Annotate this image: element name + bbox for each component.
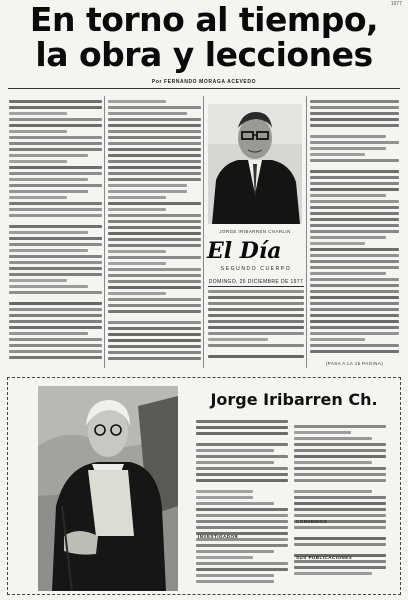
text-line (294, 467, 386, 470)
text-line (108, 357, 201, 360)
text-line (294, 431, 351, 434)
text-line (294, 508, 386, 511)
headline (0, 2, 408, 72)
text-line (310, 118, 399, 121)
text-line (196, 455, 288, 458)
text-line (9, 273, 102, 276)
text-line (9, 350, 102, 353)
text-line (108, 184, 187, 187)
feature-subhead: INVESTIGADOR (198, 534, 239, 539)
text-line (9, 320, 102, 323)
text-line (310, 159, 399, 162)
text-line (196, 514, 288, 517)
text-line (196, 496, 253, 499)
text-line (196, 562, 288, 565)
text-line (310, 218, 399, 221)
text-line (294, 473, 386, 476)
text-line (108, 202, 201, 205)
text-line (108, 148, 201, 151)
text-line (294, 479, 386, 482)
text-line (310, 135, 386, 138)
portrait-photo-top (208, 104, 302, 224)
text-line (9, 118, 102, 121)
text-line (310, 290, 399, 293)
text-line (108, 280, 201, 283)
text-line (310, 254, 399, 257)
text-line (196, 502, 274, 505)
text-line (9, 326, 102, 329)
text-line (9, 196, 67, 199)
text-line (9, 136, 102, 139)
text-line (196, 432, 288, 435)
text-line (9, 190, 88, 193)
text-line (310, 194, 386, 197)
portrait-photo-bottom (38, 386, 178, 591)
text-line (9, 142, 102, 145)
text-line (294, 437, 372, 440)
text-line (9, 184, 102, 187)
article-column-1 (9, 100, 102, 366)
text-line (310, 332, 399, 335)
text-line (9, 166, 102, 169)
article-column-4 (310, 100, 399, 358)
corner-mark: 1977 (390, 1, 402, 7)
article-column-2 (108, 100, 201, 366)
text-line (108, 166, 201, 169)
portrait-caption: JORGE IRIBARREN CHARLIN (219, 229, 291, 234)
text-line (310, 224, 399, 227)
text-line (310, 153, 365, 156)
text-line (310, 112, 399, 115)
text-line (108, 172, 201, 175)
text-line (9, 249, 88, 252)
text-line (9, 291, 102, 294)
text-line (9, 261, 102, 264)
text-line (108, 310, 201, 313)
text-line (9, 154, 88, 157)
text-line (310, 320, 399, 323)
text-line (108, 220, 201, 223)
text-line (108, 351, 201, 354)
text-line (208, 320, 304, 323)
newspaper-date: DOMINGO, 25 DICIEMBRE DE 1977 (208, 279, 304, 285)
text-line (196, 420, 288, 423)
text-line (9, 267, 102, 270)
text-line (196, 526, 288, 529)
text-line (310, 141, 399, 144)
text-line (108, 250, 166, 253)
text-line (9, 100, 102, 103)
text-line (9, 279, 67, 282)
text-line (9, 308, 102, 311)
text-line (108, 345, 201, 348)
text-line (310, 296, 399, 299)
text-line (310, 182, 399, 185)
text-line (9, 214, 102, 217)
text-line (294, 425, 386, 428)
text-line (196, 490, 253, 493)
text-line (9, 302, 102, 305)
text-line (310, 124, 399, 127)
text-line (108, 298, 201, 301)
text-line (310, 308, 399, 311)
text-line (9, 178, 88, 181)
text-line (108, 304, 201, 307)
text-line (9, 148, 102, 151)
text-line (294, 566, 386, 569)
text-line (196, 426, 288, 429)
text-line (9, 231, 88, 234)
text-line (310, 170, 399, 173)
text-line (310, 350, 399, 353)
text-line (196, 550, 274, 553)
text-line (108, 238, 201, 241)
text-line (9, 160, 67, 163)
text-line (108, 106, 201, 109)
text-line (108, 268, 201, 271)
headline-line-2: la obra y lecciones (35, 35, 373, 74)
text-line (9, 338, 102, 341)
text-line (108, 232, 201, 235)
text-line (294, 514, 386, 517)
feature-subhead: CONVENIOS (296, 519, 328, 524)
text-line (108, 321, 201, 324)
text-line (310, 248, 399, 251)
text-line (196, 574, 274, 577)
text-line (310, 260, 399, 263)
feature-subhead: SUS PUBLICACIONES (296, 555, 353, 560)
text-line (196, 461, 274, 464)
masthead-rule (208, 286, 304, 287)
text-line (294, 526, 386, 529)
text-line (9, 112, 67, 115)
text-line (108, 118, 201, 121)
text-line (310, 100, 399, 103)
text-line (9, 356, 102, 359)
text-line (196, 479, 288, 482)
text-line (310, 314, 399, 317)
text-line (196, 449, 274, 452)
text-line (196, 580, 274, 583)
text-line (208, 344, 304, 347)
feature-column-2 (294, 420, 386, 588)
text-line (9, 225, 102, 228)
column-rule (203, 96, 204, 368)
newspaper-section: SEGUNDO CUERPO (220, 266, 292, 272)
text-line (196, 508, 288, 511)
text-line (294, 443, 386, 446)
text-line (9, 255, 102, 258)
text-line (294, 578, 386, 583)
text-line (196, 443, 288, 446)
text-line (294, 572, 372, 575)
text-line (108, 339, 201, 342)
text-line (108, 274, 201, 277)
text-line (310, 242, 365, 245)
continued-note: (PASA A LA 15 PAGINA) (325, 361, 384, 366)
text-line (108, 256, 201, 259)
newspaper-masthead: El Día (207, 238, 282, 264)
text-line (108, 112, 187, 115)
text-line (294, 461, 372, 464)
text-line (196, 556, 253, 559)
text-line (208, 302, 304, 305)
text-line (310, 272, 386, 275)
text-line (9, 130, 67, 133)
text-line (294, 496, 386, 499)
text-line (9, 208, 102, 211)
text-line (9, 344, 102, 347)
headline-line-1: En torno al tiempo, (29, 0, 379, 39)
text-line (294, 449, 386, 452)
top-rule (8, 88, 400, 89)
text-line (310, 326, 399, 329)
feature-name-title: Jorge Iribarren Ch. (210, 390, 378, 409)
text-line (310, 278, 399, 281)
text-line (108, 136, 201, 139)
text-line (9, 243, 102, 246)
text-line (9, 172, 102, 175)
text-line (310, 206, 399, 209)
text-line (108, 142, 201, 145)
byline: Por FERNANDO MORAGA ACEVEDO (151, 79, 257, 85)
text-line (108, 226, 201, 229)
text-line (108, 244, 201, 247)
text-line (108, 262, 166, 265)
text-line (108, 196, 166, 199)
text-line (9, 237, 102, 240)
text-line (108, 178, 201, 181)
text-line (108, 190, 187, 193)
text-line (9, 124, 102, 127)
text-line (310, 200, 399, 203)
text-line (208, 326, 304, 329)
text-line (310, 212, 399, 215)
text-line (310, 338, 365, 341)
column-rule (306, 96, 307, 368)
text-line (108, 286, 201, 289)
text-line (196, 467, 288, 470)
text-line (310, 302, 399, 305)
text-line (310, 176, 399, 179)
text-line (294, 490, 372, 493)
text-line (294, 560, 386, 563)
text-line (208, 290, 304, 293)
text-line (208, 355, 304, 358)
text-line (108, 214, 201, 217)
text-line (108, 130, 201, 133)
text-line (294, 502, 386, 505)
text-line (310, 344, 399, 347)
text-line (294, 543, 386, 546)
text-line (196, 520, 288, 523)
text-line (108, 124, 201, 127)
text-line (9, 314, 102, 317)
text-line (294, 537, 386, 540)
text-line (108, 333, 201, 336)
text-line (310, 230, 399, 233)
text-line (196, 473, 288, 476)
text-line (310, 106, 399, 109)
text-line (294, 455, 386, 458)
column-rule (104, 96, 105, 368)
text-line (208, 308, 304, 311)
text-line (108, 327, 201, 330)
text-line (208, 314, 304, 317)
text-line (9, 106, 102, 109)
text-line (208, 338, 268, 341)
text-line (108, 100, 166, 103)
text-line (108, 160, 201, 163)
text-line (108, 292, 166, 295)
text-line (9, 332, 88, 335)
text-line (310, 284, 399, 287)
text-line (9, 202, 102, 205)
text-line (310, 236, 386, 239)
text-line (108, 154, 201, 157)
text-line (196, 568, 288, 571)
text-line (310, 266, 399, 269)
text-line (9, 285, 88, 288)
text-line (310, 188, 399, 191)
text-line (310, 147, 386, 150)
text-line (196, 544, 288, 547)
text-line (108, 208, 166, 211)
article-column-3 (208, 290, 304, 366)
text-line (208, 296, 304, 299)
text-line (208, 332, 304, 335)
feature-column-1 (196, 420, 288, 588)
